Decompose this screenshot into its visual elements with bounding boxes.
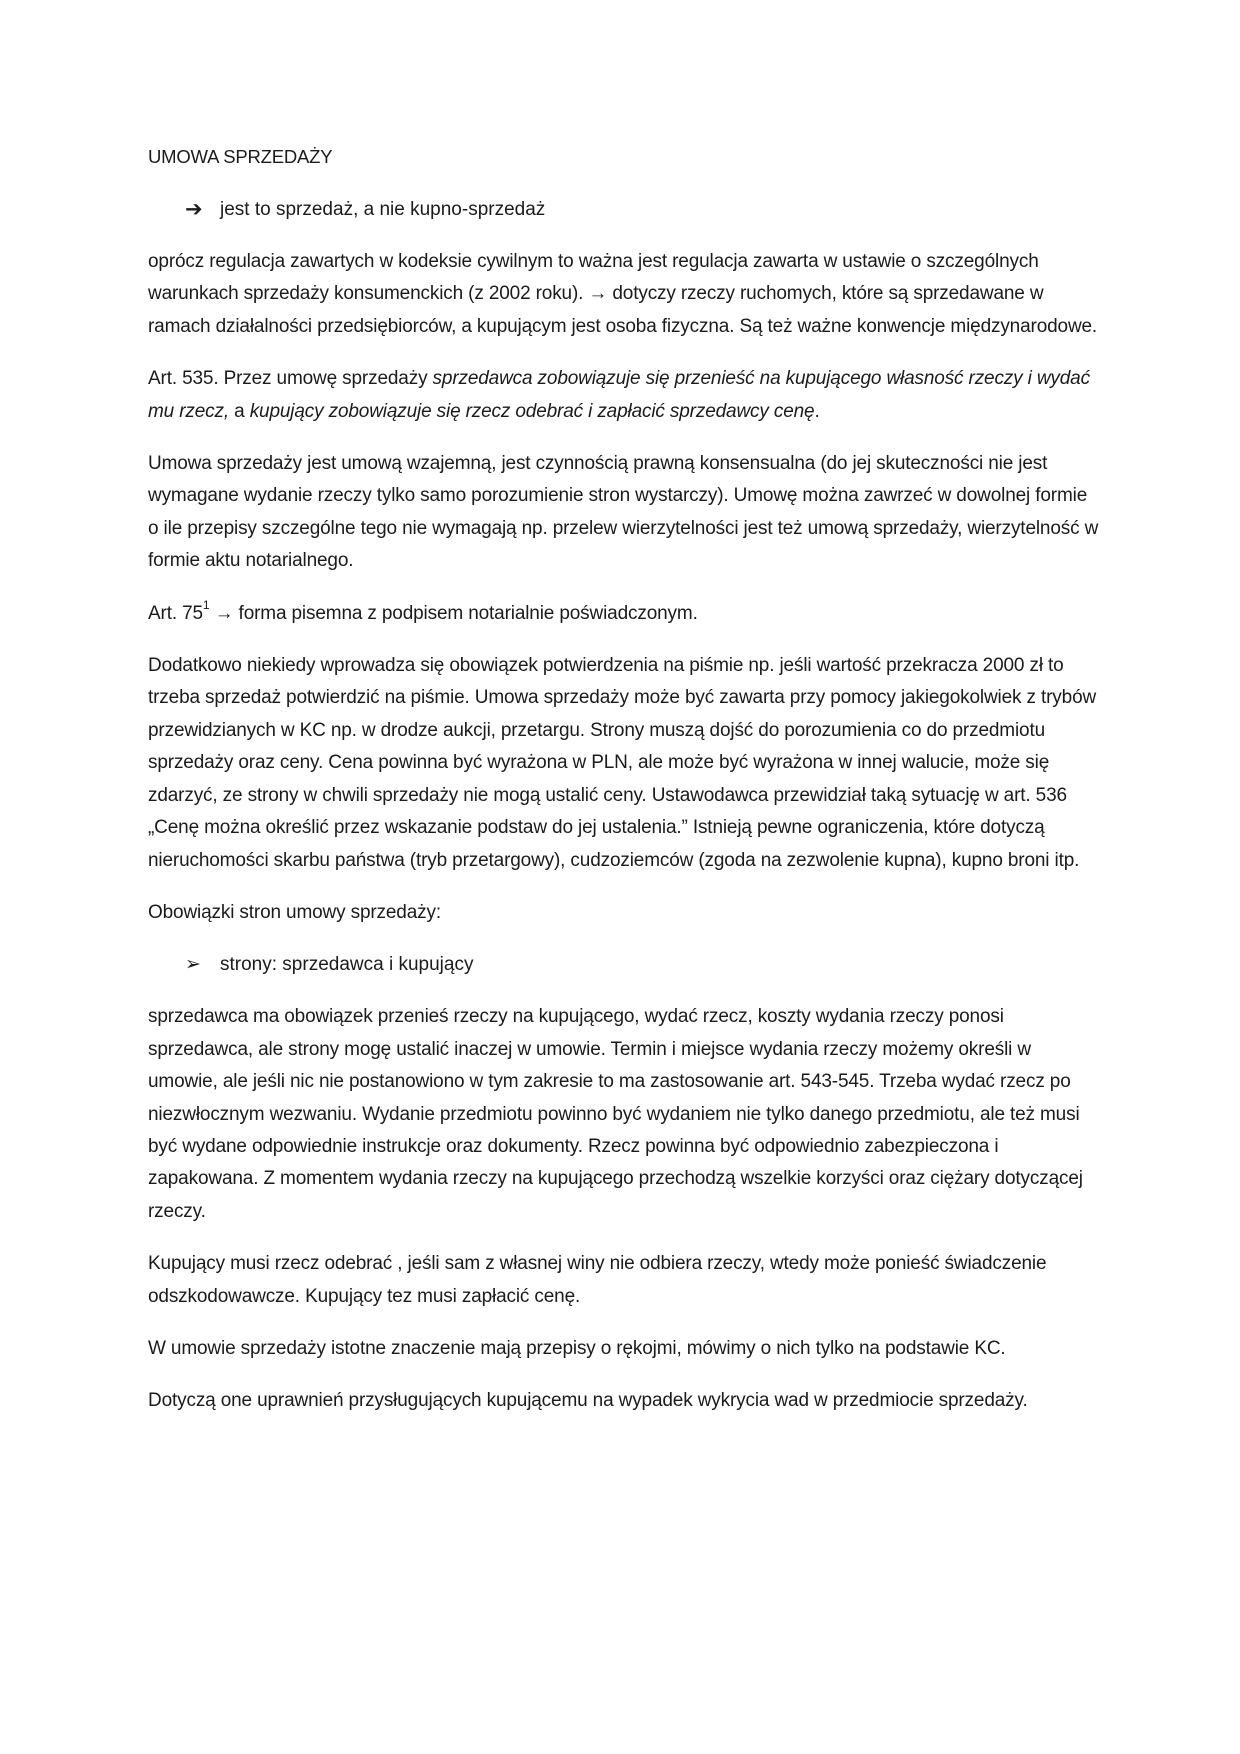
- bullet-text: strony: sprzedawca i kupujący: [220, 954, 474, 976]
- paragraph-art-535: [148, 363, 1100, 428]
- bullet-item-parties: [185, 949, 1100, 981]
- paragraph-seller-duties: sprzedawca ma obowiązek przenieś rzeczy na kupującego, wydać rzecz, koszty wydania rzeczy ponosi sprzedawca, ale strony mogę ustalić inaczej w umowie. Termin i miejsce wydania rzeczy możemy określi w umowie, ale jeśli nic nie postanowiono w tym zakresie to ma zastosowanie art. 543-545. Trzeba wydać rzecz po niezwłocznym wezwaniu. Wydanie przedmiotu powinno być wydaniem nie tylko danego przedmiotu, ale też musi być wydane odpowiednie instrukcje oraz dokumenty. Rzecz powinna być odpowiednio zabezpieczona i zapakowana. Z momentem wydania rzeczy na kupującego przechodzą wszelkie korzyści oraz ciężary dotyczącej rzeczy.: [148, 1006, 1083, 1222]
- paragraph-art-75: [148, 598, 1100, 630]
- paragraph-confirmation: Dodatkowo niekiedy wprowadza się obowiązek potwierdzenia na piśmie np. jeśli wartość przekracza 2000 zł to trzeba sprzedaż potwierdzić na piśmie. Umowa sprzedaży może być zawarta przy pomocy jakiegokolwiek z trybów przewidzianych w KC np. w drodze aukcji, przetargu. Strony muszą dojść do porozumienia co do przedmiotu sprzedaży oraz ceny. Cena powinna być wyrażona w PLN, ale może być wyrażona w innej walucie, może się zdarzyć, ze strony w chwili sprzedaży nie mogą ustalić ceny. Ustawodawca przewidział taką sytuację w art. 536 „Cenę można określić przez wskazanie podstaw do jej ustalenia.” Istnieją pewne ograniczenia, które dotyczą nieruchomości skarbu państwa (tryb przetargowy), cudzoziemców (zgoda na zezwolenie kupna), kupno broni itp.: [148, 655, 1097, 871]
- paragraph-obligations-heading: Obowiązki stron umowy sprzedaży:: [148, 901, 441, 923]
- paragraph-regulations: oprócz regulacja zawartych w kodeksie cywilnym to ważna jest regulacja zawarta w ustawie o szczególnych warunkach sprzedaży konsumenckich (z 2002 roku). → dotyczy rzeczy ruchomych, które są sprzedawane w ramach działalności przedsiębiorców, a kupującym jest osoba fizyczna. Są też ważne konwencje międzynarodowe.: [148, 251, 1098, 337]
- art-75-suffix: → forma pisemna z podpisem notarialnie poświadczonym.: [209, 602, 698, 624]
- art-75-superscript: 1: [202, 598, 210, 613]
- paragraph-buyer-duties: Kupujący musi rzecz odebrać , jeśli sam z własnej winy nie odbiera rzeczy, wtedy może ponieść świadczenie odszkodowawcze. Kupujący tez musi zapłacić cenę.: [148, 1253, 1047, 1307]
- arrowhead-bullet-icon: ➢: [185, 954, 201, 976]
- art-75-prefix: Art. 75: [148, 602, 203, 624]
- document-title: UMOWA SPRZEDAŻY: [148, 146, 333, 167]
- art-535-italic-seller: sprzedawca zobowiązuje się przenieść na kupującego własność rzeczy i wydać mu rzecz,: [148, 368, 1090, 422]
- arrow-right-icon: ➔: [185, 198, 203, 221]
- art-535-suffix: .: [814, 400, 820, 422]
- paragraph-mutual-contract: Umowa sprzedaży jest umową wzajemną, jest czynnością prawną konsensualna (do jej skuteczności nie jest wymagane wydanie rzeczy tylko samo porozumienie stron wystarczy). Umowę można zawrzeć w dowolnej formie o ile przepisy szczególne tego nie wymagają np. przelew wierzytelności jest też umową sprzedaży, wierzytelność w formie aktu notarialnego.: [148, 453, 1099, 572]
- bullet-item-sale-note: [185, 194, 1100, 226]
- paragraph-buyer-rights: Dotyczą one uprawnień przysługujących kupującemu na wypadek wykrycia wad w przedmiocie sprzedaży.: [148, 1390, 1028, 1412]
- paragraph-warranty: W umowie sprzedaży istotne znaczenie mają przepisy o rękojmi, mówimy o nich tylko na podstawie KC.: [148, 1337, 1006, 1359]
- art-535-prefix: Art. 535. Przez umowę sprzedaży: [148, 368, 433, 390]
- art-535-italic-buyer: kupujący zobowiązuje się rzecz odebrać i zapłacić sprzedawcy cenę: [249, 400, 815, 422]
- art-535-middle: a: [229, 400, 250, 422]
- bullet-text: jest to sprzedaż, a nie kupno-sprzedaż: [220, 199, 546, 220]
